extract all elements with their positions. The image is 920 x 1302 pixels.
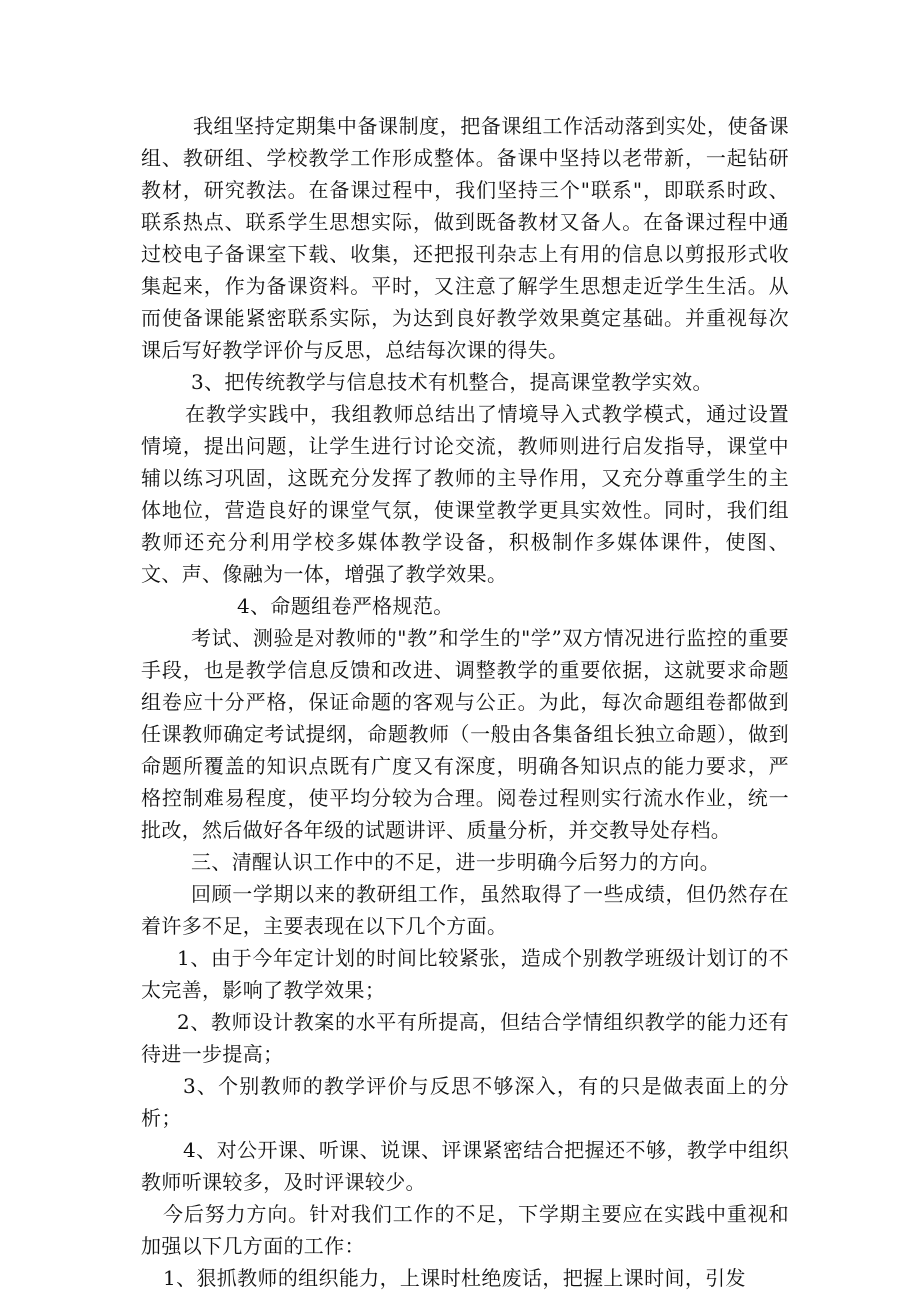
heading-item-3-it-integration: 3、把传统教学与信息技术有机整合，提高课堂教学实效。: [191, 370, 713, 394]
paragraph-lesson-preparation: 我组坚持定期集中备课制度，把备课组工作活动落到实处，使备课组、教研组、学校教学工作形成整体。备课中坚持以老带新，一起钻研教材，研究教法。在备课过程中，我们坚持三个"联系"，即联系时政、联系热点、联系学生思想实际，做到既备教材又备人。在备课过程中通过校电子备课室下载、收集，还把报刊杂志上有用的信息以剪报形式收集起来，作为备课资料。平时，又注意了解学生思想走近学生生活。从而使备课能紧密联系实际，为达到良好教学效果奠定基础。并重视每次课后写好教学评价与反思，总结每次课的得失。: [141, 114, 789, 362]
list-item-direction-1: 1、狠抓教师的组织能力，上课时杜绝废话，把握上课时间，引发: [163, 1266, 746, 1290]
heading-section-3-shortcomings: 三、清醒认识工作中的不足，进一步明确今后努力的方向。: [191, 850, 721, 874]
heading-item-4-exam-design: 4、命题组卷严格规范。: [237, 594, 454, 618]
list-item-shortcoming-1: 1、由于今年定计划的时间比较紧张，造成个别教学班级计划订的不太完善，影响了教学效果；: [141, 946, 789, 1002]
paragraph-future-direction: 今后努力方向。针对我们工作的不足，下学期主要应在实践中重视和加强以下几方面的工作：: [141, 1202, 789, 1258]
list-item-shortcoming-2: 2、教师设计教案的水平有所提高，但结合学情组织教学的能力还有待进一步提高；: [141, 1010, 789, 1066]
paragraph-teaching-practice: 在教学实践中，我组教师总结出了情境导入式教学模式，通过设置情境，提出问题，让学生进行讨论交流，教师则进行启发指导，课堂中辅以练习巩固，这既充分发挥了教师的主导作用，又充分尊重学生的主体地位，营造良好的课堂气氛，使课堂教学更具实效性。同时，我们组教师还充分利用学校多媒体教学设备，积极制作多媒体课件，使图、文、声、像融为一体，增强了教学效果。: [141, 402, 789, 586]
list-item-shortcoming-3: 3、个别教师的教学评价与反思不够深入，有的只是做表面上的分析；: [141, 1074, 789, 1130]
list-item-shortcoming-4: 4、对公开课、听课、说课、评课紧密结合把握还不够，教学中组织教师听课较多，及时评课较少。: [141, 1138, 789, 1194]
paragraph-exam-process: 考试、测验是对教师的"教”和学生的"学”双方情况进行监控的重要手段，也是教学信息反馈和改进、调整教学的重要依据，这就要求命题组卷应十分严格，保证命题的客观与公正。为此，每次命题组卷都做到任课教师确定考试提纲，命题教师（一般由各集备组长独立命题），做到命题所覆盖的知识点既有广度又有深度，明确各知识点的能力要求，严格控制难易程度，使平均分较为合理。阅卷过程则实行流水作业，统一批改，然后做好各年级的试题讲评、质量分析，并交教导处存档。: [141, 626, 789, 842]
document-body: [141, 110, 789, 1294]
paragraph-review: 回顾一学期以来的教研组工作，虽然取得了一些成绩，但仍然存在着许多不足，主要表现在以下几个方面。: [141, 882, 789, 938]
